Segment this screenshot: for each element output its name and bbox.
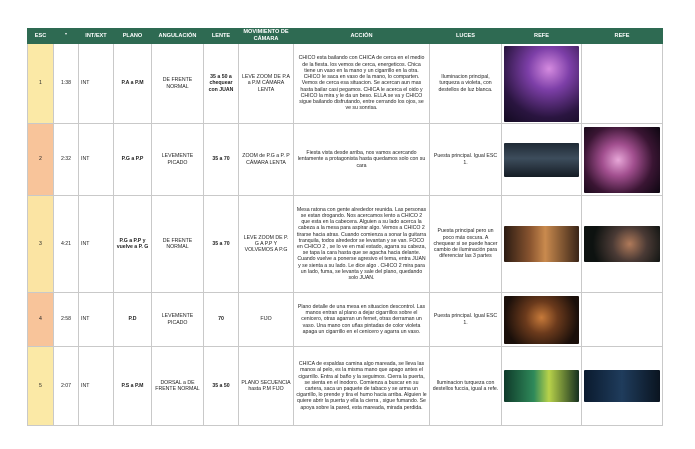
movimiento-cell: ZOOM de P.G a P. P CÁMARA LENTA [239,124,294,196]
header-refe-1: REFE [502,29,582,44]
luces-cell: Puesta principal. Igual ESC 1. [430,293,502,347]
lente-cell: 70 [204,293,239,347]
luces-cell: Iluminacion turqueza con destellos fuccia, igual a refe. [430,347,502,426]
reference-image [504,296,579,344]
table-row [28,196,663,293]
header-refe-2: REFE [582,29,663,44]
table-row [28,293,663,347]
shotlist-table [27,28,663,426]
angulacion-cell: DE FRENTE NORMAL [152,196,204,293]
lente-cell: 35 a 50 a chequear con JUAN [204,44,239,124]
refe-cell [502,293,582,347]
int-ext-cell: INT [79,124,114,196]
reference-image [584,370,660,402]
plano-cell: P.G a P.P y vuelve a P. G [114,196,152,293]
reference-image [584,226,660,262]
table-row [28,124,663,196]
accion-cell: Mesa ratona con gente alrededor reunida. Las personas se estan drogando. Nos acercamos lento a CHICO 2 que esta en la cabecera. Alguien a su lado acerca la cabeza a la mesa para aspirar algo. Vemos a CHICO 2 tirarse hacia atras. Cuando comienza a sonar la guitarra tranquila, todos alrededor se levantan y se van. FOCO en CHICO 2 , se lo ve en mal estado, agarra su cabeza, se tapa la cara hasta que se agacha hacia delante. Cuando vuelve a ponerse agresivo el tema, entra JUAN y se sienta a su lado. Le dice algo . CHICO 2 mira para un lado, fuma, se levanta y sale del plano, quedando solo JUAN. [294,196,430,293]
duration-cell: 1:38 [54,44,79,124]
header-plano: PLANO [114,29,152,44]
table-row [28,347,663,426]
refe-cell [582,347,663,426]
movimiento-cell: FIJO [239,293,294,347]
duration-cell: 2:58 [54,293,79,347]
plano-cell: P.G a P.P [114,124,152,196]
reference-image [504,370,579,402]
int-ext-cell: INT [79,347,114,426]
reference-image [504,46,579,122]
movimiento-cell: LEVE ZOOM DE P.A a P.M CÁMARA LENTA [239,44,294,124]
lente-cell: 35 a 70 [204,124,239,196]
accion-cell: CHICO esta bailando con CHICA de cerca en el medio de la fiesta. los vemos de cerca, energeticos. Chica tiene un vaso en la mano y un cigarrillo en la otra. CHICO le saca en vaso de la mano, lo comparten. Vemos de cerca esa situacion. Se acercan aun mas hasta bailar casi pegamos. CHICA le acerca el oido y CHICO la mira y le da un beso. ELLA se va y CHICO sigue bailando disfrutando, entre cerrando los ojos, se ve su sonrisa. [294,44,430,124]
refe-cell [582,196,663,293]
header-angulacion: ANGULACIÓN [152,29,204,44]
header-row [28,29,663,44]
lente-cell: 35 a 70 [204,196,239,293]
header-int-ext: INT/EXT [79,29,114,44]
reference-image [504,226,579,262]
header-accion: ACCIÓN [294,29,430,44]
angulacion-cell: DE FRENTE NORMAL [152,44,204,124]
esc-cell: 2 [28,124,54,196]
header-movimiento: MOVIMIENTO DE CÁMARA [239,29,294,44]
duration-cell: 2:07 [54,347,79,426]
duration-cell: 2:32 [54,124,79,196]
luces-cell: Puesta principal. Igual ESC 1. [430,124,502,196]
refe-cell [502,124,582,196]
movimiento-cell: LEVE ZOOM DE P. G A P.P Y VOLVEMOS A P.G [239,196,294,293]
angulacion-cell: LEVEMENTE PICADO [152,124,204,196]
refe-cell [502,44,582,124]
duration-cell: 4:21 [54,196,79,293]
refe-cell [582,124,663,196]
esc-cell: 3 [28,196,54,293]
esc-cell: 4 [28,293,54,347]
plano-cell: P.D [114,293,152,347]
esc-cell: 5 [28,347,54,426]
plano-cell: P.A a P.M [114,44,152,124]
header-luces: LUCES [430,29,502,44]
refe-cell [502,196,582,293]
int-ext-cell: INT [79,44,114,124]
accion-cell: Fiesta vista desde arriba, nos vamos acercando lentamente a protagonista hasta quedamos solo con su cara [294,124,430,196]
lente-cell: 35 a 50 [204,347,239,426]
accion-cell: Plano detalle de una mesa en situacion descontrol. Las manos entran al plano a dejar cigarrillos sobre el cenicero, otras agarran un fernet, otras derraman un vaso. Una mano con uñas pintadas de color violeta apaga un cigarrillo en el cenicero y agarra un vaso. [294,293,430,347]
movimiento-cell: PLANO SECUENCIA hasta P.M FIJO [239,347,294,426]
int-ext-cell: INT [79,196,114,293]
luces-cell: Iluminacion principal, turqueza a violeta, con destellos de luz blanca. [430,44,502,124]
refe-cell [502,347,582,426]
angulacion-cell: LEVEMENTE PICADO [152,293,204,347]
reference-image [584,127,660,193]
esc-cell: 1 [28,44,54,124]
header-duration: " [54,29,79,44]
refe-cell-empty [582,44,663,124]
header-lente: LENTE [204,29,239,44]
luces-cell: Puesta principal pero un poco más oscura. A chequear si se puede hacer cambio de iluminación para diferenciar las 3 partes [430,196,502,293]
refe-cell-empty [582,293,663,347]
reference-image [504,143,579,177]
int-ext-cell: INT [79,293,114,347]
header-esc: ESC [28,29,54,44]
angulacion-cell: DORSAL a DE FRENTE NORMAL [152,347,204,426]
plano-cell: P.S a P.M [114,347,152,426]
accion-cell: CHICA de espaldas camina algo mareada, se lleva las manos al pelo, es la misma mano que apago antes el cigarrillo. Entra al baño y la seguimos. Cierra la puerta, se sienta en el inodoro. Comienza a buscar en su cartera, saca un paquete de tabaco y se arma un cigarrillo, lo prende y tira el humo hacia arriba. Alguien le quiere abrir la puerta y ella la cierra , sigue fumando. Se apoya sobre la pared, esta mareada, mirada perdida. [294,347,430,426]
table-row [28,44,663,124]
